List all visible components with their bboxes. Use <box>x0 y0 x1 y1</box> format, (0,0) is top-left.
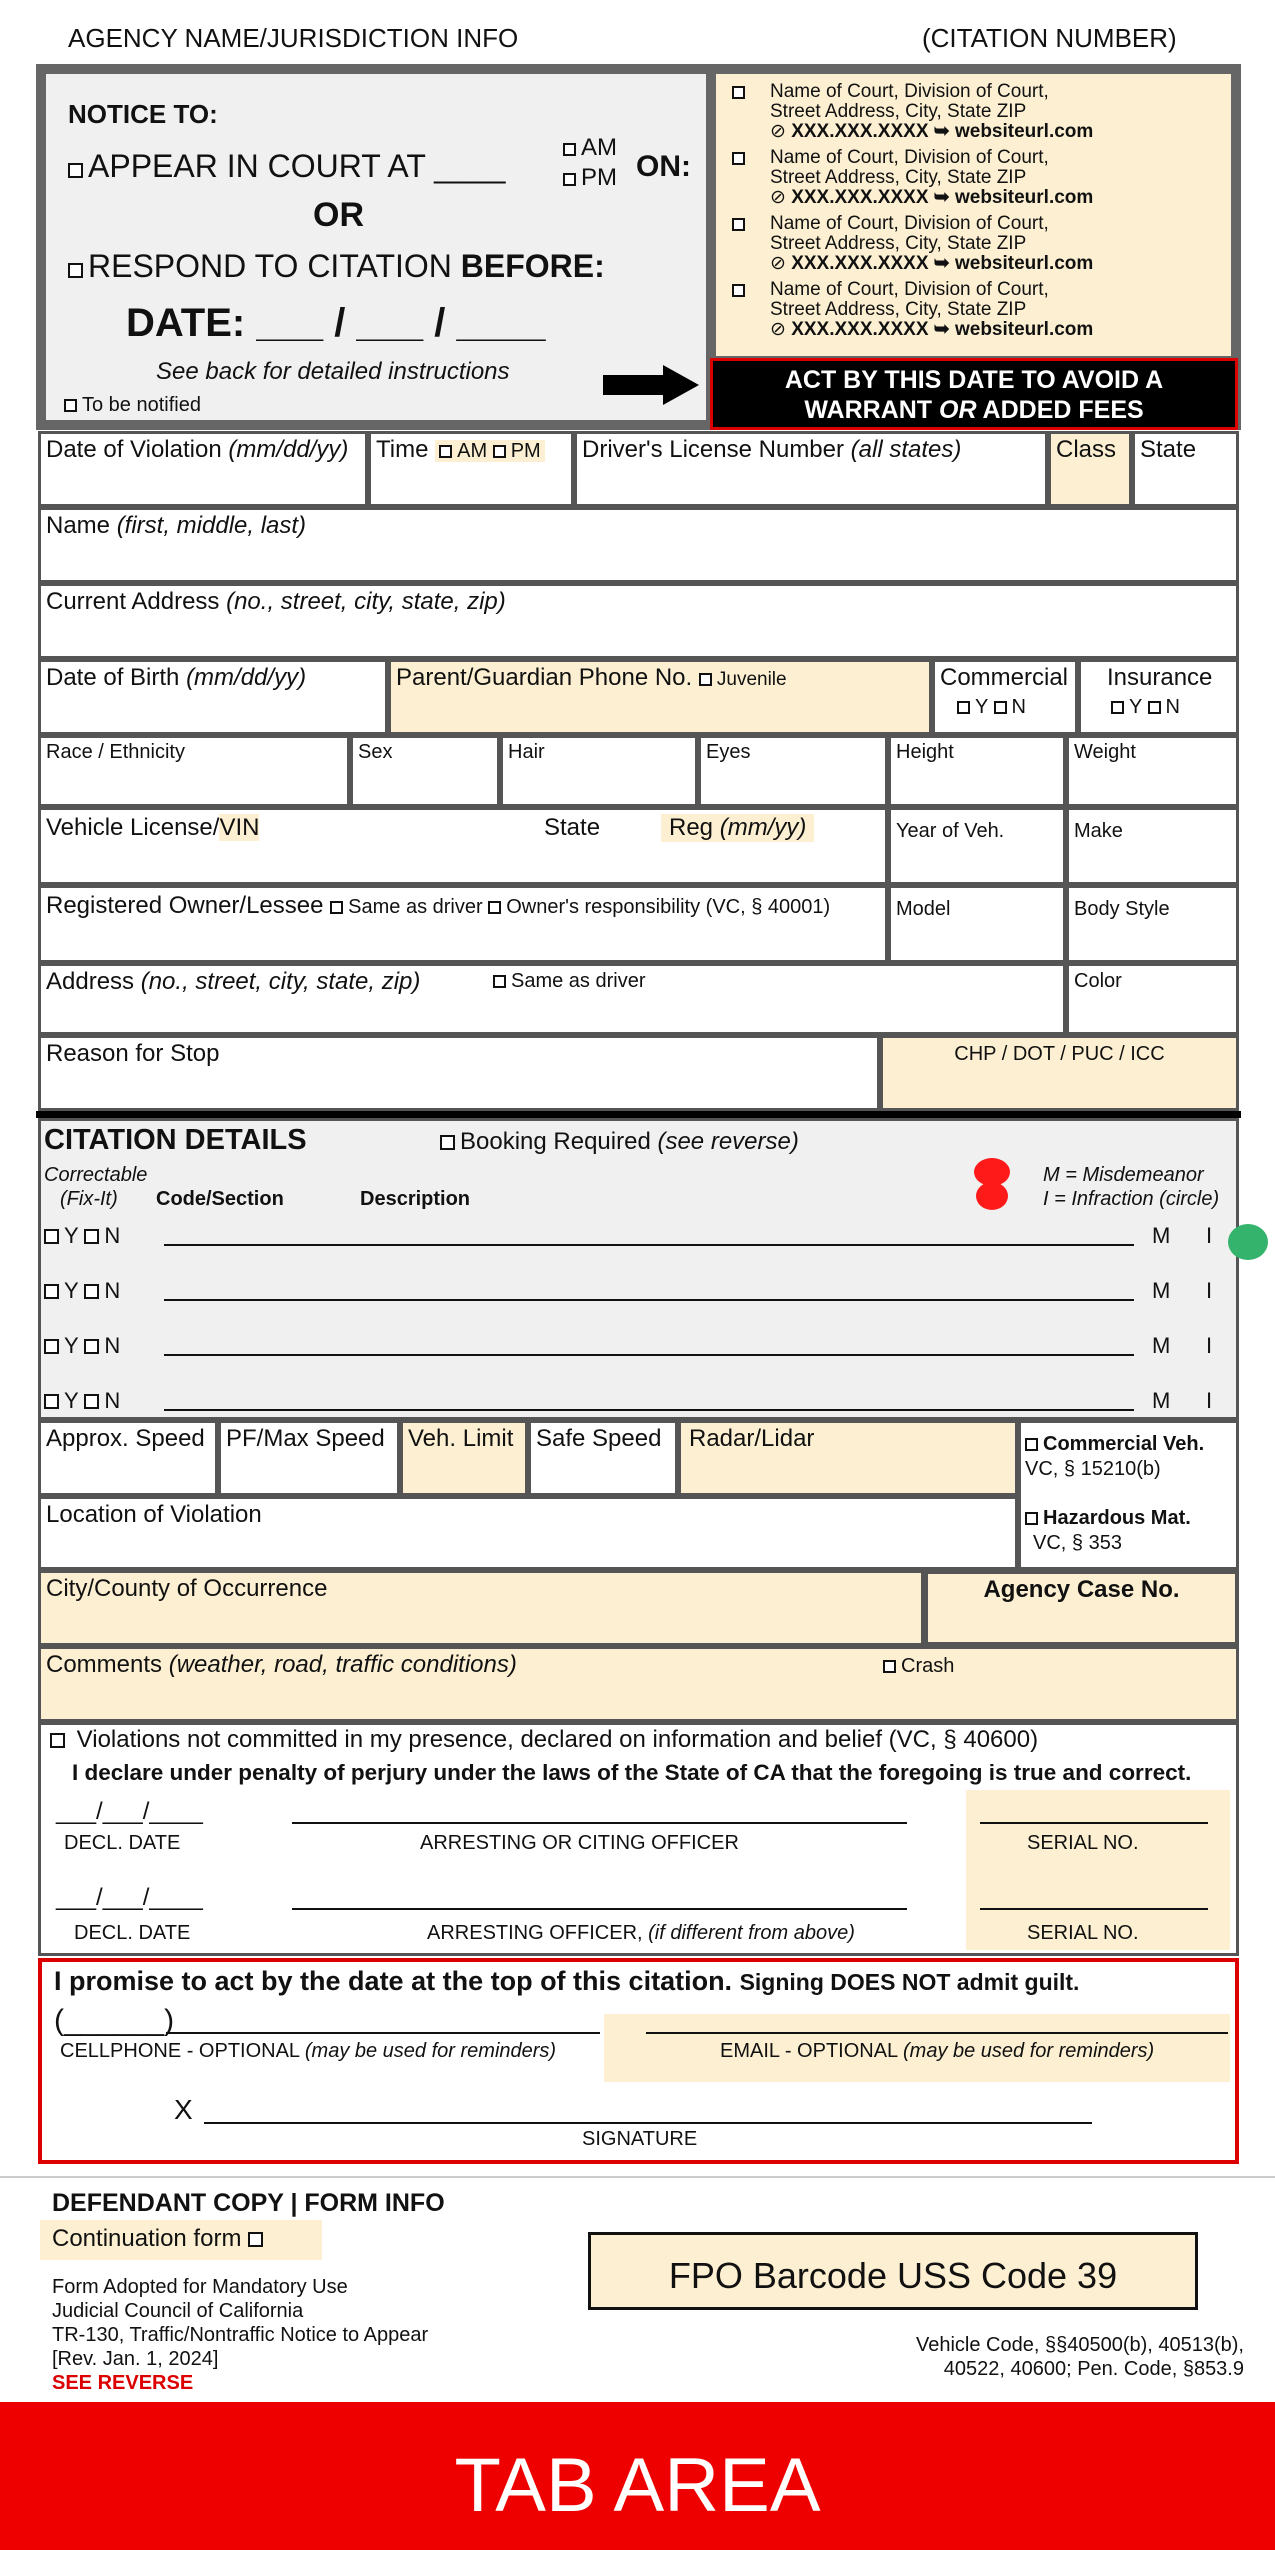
green-marker <box>1228 1224 1268 1260</box>
email-input[interactable] <box>646 2032 1228 2034</box>
agency-type-field[interactable]: CHP / DOT / PUC / ICC <box>880 1035 1239 1111</box>
red-marker <box>976 1182 1008 1210</box>
booking-required-checkbox[interactable]: Booking Required (see reverse) <box>440 1128 799 1156</box>
reason-for-stop-field[interactable]: Reason for Stop <box>38 1035 880 1111</box>
serial-line[interactable] <box>980 1908 1208 1910</box>
decl-date-2[interactable]: ___/___/____ <box>56 1884 203 1911</box>
vehicle-color-field[interactable]: Color <box>1066 963 1239 1035</box>
vehicle-code-ref: Vehicle Code, §§40500(b), 40513(b), <box>915 2334 1244 2356</box>
arresting-officer-line[interactable] <box>292 1908 907 1910</box>
on-label: ON: <box>636 150 691 183</box>
form-number: TR-130, Traffic/Nontraffic Notice to Appear <box>52 2324 429 2346</box>
guardian-phone-field[interactable]: Parent/Guardian Phone No. Juvenile <box>388 659 932 735</box>
violation-row[interactable]: Y N M I <box>44 1332 1234 1360</box>
am-option[interactable]: AM <box>563 134 617 162</box>
agency-case-field[interactable]: Agency Case No. <box>924 1570 1239 1646</box>
max-speed-field[interactable]: PF/Max Speed <box>218 1420 400 1496</box>
court-entry[interactable]: Name of Court, Division of Court, Street Address, City, State ZIP ⊘ XXX.XXX.XXXX ➥ websiteurl.com <box>732 82 1227 148</box>
weight-field[interactable]: Weight <box>1066 735 1239 807</box>
vehicle-type-field: Commercial Veh. VC, § 15210(b) Hazardous Mat. VC, § 353 <box>1018 1420 1239 1570</box>
notice-title: NOTICE TO: <box>68 99 218 129</box>
location-of-violation-field[interactable]: Location of Violation <box>38 1496 1018 1570</box>
violation-row[interactable]: Y N M I <box>44 1222 1234 1250</box>
vehicle-limit-field[interactable]: Veh. Limit <box>400 1420 528 1496</box>
officer-signature-line[interactable] <box>292 1822 907 1824</box>
license-class-field[interactable]: Class <box>1048 431 1132 507</box>
vehicle-code-ref-2: 40522, 40600; Pen. Code, §853.9 <box>943 2358 1244 2380</box>
vehicle-make-field[interactable]: Make <box>1066 807 1239 885</box>
fixit-label: (Fix-It) <box>60 1188 118 1210</box>
signature-line[interactable] <box>204 2122 1092 2124</box>
promise-statement: I promise to act by the date at the top of this citation. Signing DOES NOT admit guilt. <box>54 1966 1080 1996</box>
signature-label: SIGNATURE <box>582 2128 698 2150</box>
arrow-right-icon <box>603 375 665 395</box>
judicial-council: Judicial Council of California <box>52 2300 304 2322</box>
height-field[interactable]: Height <box>888 735 1066 807</box>
signature-x: X <box>174 2094 193 2125</box>
sex-field[interactable]: Sex <box>350 735 500 807</box>
citation-details-title: CITATION DETAILS <box>44 1124 307 1156</box>
appear-option[interactable]: APPEAR IN COURT AT ____ <box>68 148 505 185</box>
race-field[interactable]: Race / Ethnicity <box>38 735 350 807</box>
pm-option[interactable]: PM <box>563 164 617 192</box>
court-entries <box>732 82 1227 346</box>
respond-option[interactable]: RESPOND TO CITATION BEFORE: <box>68 248 605 285</box>
license-state-field[interactable]: State <box>1132 431 1239 507</box>
vehicle-year-field[interactable]: Year of Veh. <box>888 807 1066 885</box>
date-of-birth-field[interactable]: Date of Birth (mm/dd/yy) <box>38 659 388 735</box>
see-back-note: See back for detailed instructions <box>156 358 510 385</box>
hair-field[interactable]: Hair <box>500 735 698 807</box>
violation-row[interactable]: Y N M I <box>44 1387 1234 1415</box>
cellphone-area-code[interactable]: (______) <box>54 2004 175 2037</box>
infraction-legend: I = Infraction (circle) <box>1043 1188 1220 1210</box>
crash-checkbox[interactable]: Crash <box>883 1655 954 1678</box>
commercial-field[interactable]: Commercial Y N <box>932 659 1078 735</box>
defendant-copy-label: DEFENDANT COPY | FORM INFO <box>52 2189 445 2217</box>
name-field[interactable]: Name (first, middle, last) <box>38 507 1239 583</box>
footer-divider <box>0 2176 1275 2178</box>
vehicle-model-field[interactable]: Model <box>888 885 1066 963</box>
date-of-violation-field[interactable]: Date of Violation (mm/dd/yy) <box>38 431 368 507</box>
misdemeanor-legend: M = Misdemeanor <box>1043 1164 1204 1186</box>
body-style-field[interactable]: Body Style <box>1066 885 1239 963</box>
see-reverse-link[interactable]: SEE REVERSE <box>52 2372 194 2394</box>
continuation-checkbox[interactable]: Continuation form <box>52 2225 268 2253</box>
radar-lidar-field[interactable]: Radar/Lidar <box>678 1420 1018 1496</box>
perjury-statement: I declare under penalty of perjury under the laws of the State of CA that the foregoing is true and correct. <box>72 1760 1192 1785</box>
owner-address-field[interactable]: Address (no., street, city, state, zip) Same as driver <box>38 963 1066 1035</box>
violation-row[interactable]: Y N M I <box>44 1277 1234 1305</box>
same-as-driver-checkbox[interactable]: Same as driver <box>493 970 646 993</box>
section-divider <box>36 1111 1241 1118</box>
cellphone-input[interactable] <box>166 2032 600 2034</box>
city-county-field[interactable]: City/County of Occurrence <box>38 1570 924 1646</box>
hazardous-material-checkbox[interactable]: Hazardous Mat. <box>1025 1507 1191 1530</box>
court-entry[interactable]: Name of Court, Division of Court, Street Address, City, State ZIP ⊘ XXX.XXX.XXXX ➥ websiteurl.com <box>732 148 1227 214</box>
court-entry[interactable]: Name of Court, Division of Court, Street Address, City, State ZIP ⊘ XXX.XXX.XXXX ➥ websiteurl.com <box>732 280 1227 346</box>
court-entry[interactable]: Name of Court, Division of Court, Street Address, City, State ZIP ⊘ XXX.XXX.XXXX ➥ websiteurl.com <box>732 214 1227 280</box>
time-field[interactable]: Time AM PM <box>368 431 574 507</box>
not-in-presence-checkbox[interactable]: Violations not committed in my presence, declared on information and belief (VC, § 40600) <box>50 1726 1038 1754</box>
decl-date-1[interactable]: ___/___/____ <box>56 1798 203 1825</box>
agency-name: AGENCY NAME/JURISDICTION INFO <box>68 23 519 53</box>
drivers-license-field[interactable]: Driver's License Number (all states) <box>574 431 1048 507</box>
commercial-vehicle-checkbox[interactable]: Commercial Veh. <box>1025 1433 1204 1456</box>
insurance-field[interactable]: Insurance Y N <box>1078 659 1239 735</box>
citation-number: (CITATION NUMBER) <box>922 23 1177 53</box>
due-date: DATE: ___ / ___ / ____ <box>126 301 546 345</box>
registered-owner-field[interactable]: Registered Owner/Lessee Same as driver Owner's responsibility (VC, § 40001) <box>38 885 888 963</box>
form-adopted: Form Adopted for Mandatory Use <box>52 2276 348 2298</box>
tab-area: TAB AREA <box>0 2402 1275 2550</box>
safe-speed-field[interactable]: Safe Speed <box>528 1420 678 1496</box>
juvenile-checkbox[interactable]: Juvenile <box>699 669 787 690</box>
revision-date: [Rev. Jan. 1, 2024] <box>52 2348 219 2370</box>
or-label: OR <box>313 196 364 234</box>
current-address-field[interactable]: Current Address (no., street, city, state, zip) <box>38 583 1239 659</box>
comments-field[interactable]: Comments (weather, road, traffic conditions) Crash <box>38 1646 1239 1722</box>
vehicle-license-field[interactable]: Vehicle License/VIN State Reg (mm/yy) <box>38 807 888 885</box>
serial-line[interactable] <box>980 1822 1208 1824</box>
description-header: Description <box>360 1188 471 1210</box>
barcode-box: FPO Barcode USS Code 39 <box>588 2232 1198 2310</box>
code-section-header: Code/Section <box>156 1188 284 1210</box>
to-be-notified[interactable]: To be notified <box>64 394 201 417</box>
act-by-date-banner: ACT BY THIS DATE TO AVOID A WARRANT OR ADDED FEES <box>710 358 1238 430</box>
correctable-label: Correctable <box>44 1164 148 1186</box>
approx-speed-field[interactable]: Approx. Speed <box>38 1420 218 1496</box>
eyes-field[interactable]: Eyes <box>698 735 888 807</box>
